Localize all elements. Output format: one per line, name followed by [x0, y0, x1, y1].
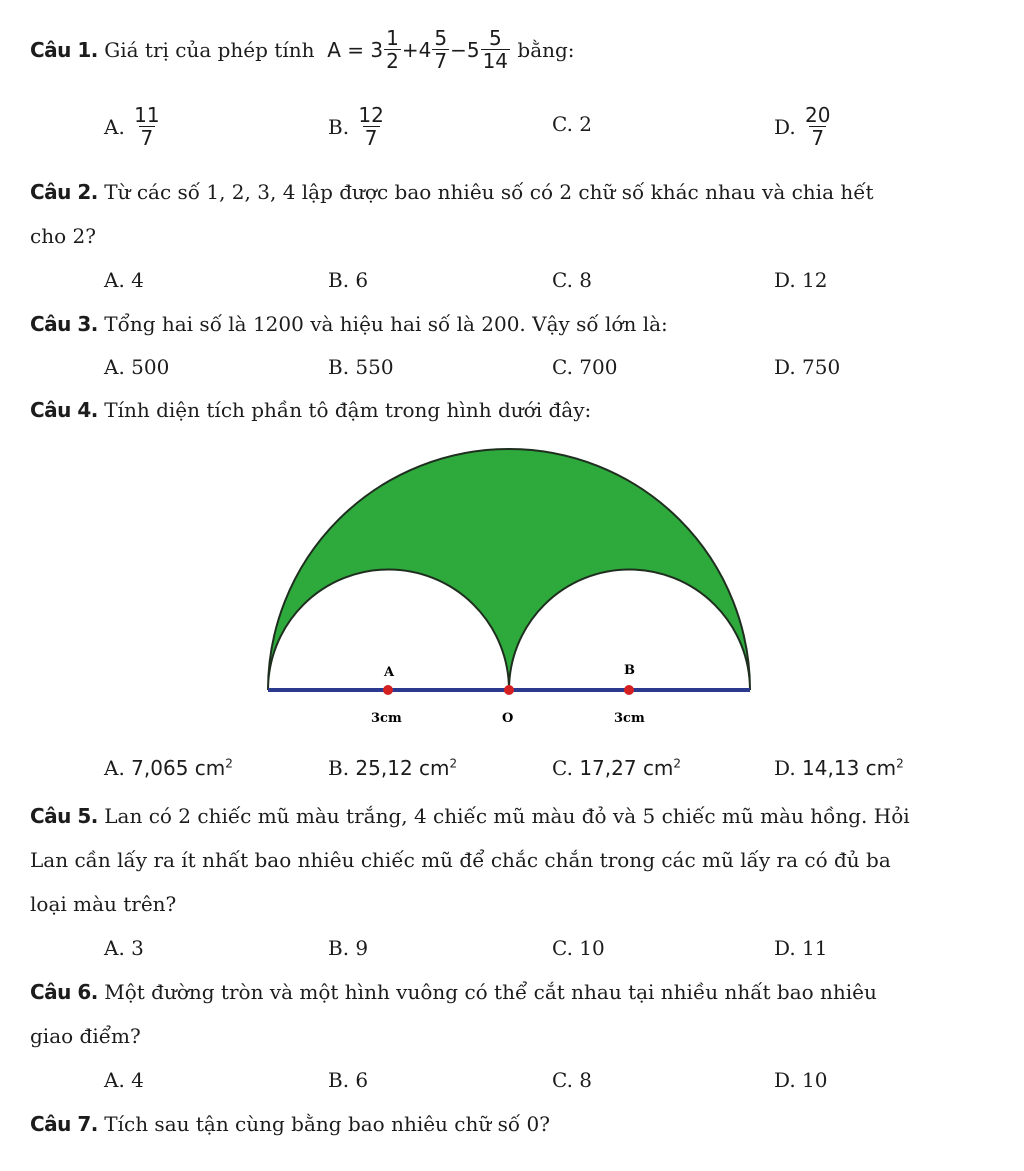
- q4-option-d-exponent: 2: [896, 756, 904, 771]
- question-2-number: Câu 2.: [30, 180, 98, 204]
- question-7-text: Tích sau tận cùng bằng bao nhiêu chữ số 0?: [104, 1112, 550, 1136]
- q4-option-c: [552, 756, 681, 780]
- question-4-number: Câu 4.: [30, 398, 98, 422]
- mixed-2-denominator: 7: [434, 49, 448, 73]
- operator-minus: −: [450, 38, 467, 62]
- q4-option-b-label: B.: [328, 756, 350, 780]
- q1-option-d-numerator: 20: [805, 103, 831, 127]
- mixed-2-whole: 4: [418, 38, 432, 62]
- question-6-number: Câu 6.: [30, 980, 98, 1004]
- q6-option-a: A. 4: [104, 1068, 144, 1092]
- q1-option-b-label: B.: [328, 115, 350, 139]
- q2-option-d: D. 12: [774, 268, 828, 292]
- q4-option-d-value: 14,13: [802, 756, 860, 780]
- q6-option-d: D. 10: [774, 1068, 828, 1092]
- question-4-text: Tính diện tích phần tô đậm trong hình dưới đây:: [104, 398, 592, 422]
- q4-option-c-value: 17,27: [579, 756, 637, 780]
- q5-option-d: D. 11: [774, 936, 828, 960]
- mixed-3-numerator: 5: [488, 26, 502, 50]
- expression-lhs: A =: [327, 38, 365, 62]
- mixed-2-numerator: 5: [434, 26, 448, 50]
- q4-option-d-unit: cm: [865, 756, 897, 780]
- question-6: [30, 980, 877, 1004]
- label-right-length: 3cm: [614, 711, 645, 726]
- q5-option-b: B. 9: [328, 936, 369, 960]
- operator-plus: +: [401, 38, 419, 62]
- point-b: [624, 685, 634, 695]
- q2-option-c: C. 8: [552, 268, 593, 292]
- label-b: B: [624, 663, 635, 678]
- question-1-number: Câu 1.: [30, 38, 98, 62]
- q6-option-c: C. 8: [552, 1068, 593, 1092]
- q1-option-b-denominator: 7: [364, 126, 378, 150]
- q1-option-a-denominator: 7: [140, 126, 154, 150]
- question-2-line-2: cho 2?: [30, 224, 96, 248]
- q4-option-a: [104, 756, 233, 780]
- mixed-1-whole: 3: [370, 38, 384, 62]
- q4-option-a-value: 7,065: [131, 756, 189, 780]
- q3-option-b: B. 550: [328, 355, 394, 379]
- q1-option-d-denominator: 7: [811, 126, 825, 150]
- question-1-text: Giá trị của phép tính: [104, 38, 315, 62]
- q3-option-d: D. 750: [774, 355, 841, 379]
- q4-option-b-value: 25,12: [355, 756, 413, 780]
- question-7-number: Câu 7.: [30, 1112, 98, 1136]
- question-6-line-2: giao điểm?: [30, 1024, 141, 1048]
- point-a: [383, 685, 393, 695]
- q3-option-c: C. 700: [552, 355, 618, 379]
- question-3-number: Câu 3.: [30, 312, 98, 336]
- label-left-length: 3cm: [371, 711, 402, 726]
- question-5-line-1: Lan có 2 chiếc mũ màu trắng, 4 chiếc mũ màu đỏ và 5 chiếc mũ màu hồng. Hỏi: [104, 804, 910, 828]
- shaded-region: [268, 449, 750, 690]
- q1-option-c: C. 2: [552, 112, 593, 136]
- question-5: [30, 804, 910, 828]
- question-1-tail: bằng:: [517, 38, 575, 62]
- question-6-line-1: Một đường tròn và một hình vuông có thể cắt nhau tại nhiều nhất bao nhiêu: [104, 980, 877, 1004]
- q4-option-c-exponent: 2: [673, 756, 682, 771]
- q2-option-a: A. 4: [104, 268, 144, 292]
- mixed-1-denominator: 2: [386, 49, 399, 73]
- q4-option-a-exponent: 2: [225, 756, 233, 771]
- label-o: O: [502, 711, 514, 726]
- q1-option-a-label: A.: [104, 115, 125, 139]
- q4-option-d-label: D.: [774, 756, 796, 780]
- q4-option-a-label: A.: [104, 756, 125, 780]
- q5-option-a: A. 3: [104, 936, 144, 960]
- mixed-3-denominator: 14: [482, 49, 509, 73]
- label-a: A: [384, 665, 395, 680]
- q1-option-a-numerator: 11: [134, 103, 160, 127]
- q4-option-d: [774, 756, 904, 780]
- q1-option-b-numerator: 12: [358, 103, 384, 127]
- q1-option-d-label: D.: [774, 115, 796, 139]
- question-5-number: Câu 5.: [30, 804, 98, 828]
- q4-option-c-label: C.: [552, 756, 573, 780]
- q4-option-b-exponent: 2: [449, 756, 458, 771]
- q6-option-b: B. 6: [328, 1068, 369, 1092]
- question-2-line-1: Từ các số 1, 2, 3, 4 lập được bao nhiêu số có 2 chữ số khác nhau và chia hết: [104, 180, 874, 204]
- q4-option-b-unit: cm: [419, 756, 450, 780]
- question-5-line-2: Lan cần lấy ra ít nhất bao nhiêu chiếc mũ để chắc chắn trong các mũ lấy ra có đủ ba: [30, 848, 891, 872]
- mixed-1-numerator: 1: [386, 26, 399, 50]
- q3-option-a: A. 500: [104, 355, 170, 379]
- q5-option-c: C. 10: [552, 936, 605, 960]
- q2-option-b: B. 6: [328, 268, 369, 292]
- question-7: [30, 1112, 550, 1136]
- q4-option-a-unit: cm: [194, 756, 226, 780]
- question-3-text: Tổng hai số là 1200 và hiệu hai số là 200. Vậy số lớn là:: [104, 312, 668, 336]
- question-5-line-3: loại màu trên?: [30, 892, 177, 916]
- point-o: [504, 685, 514, 695]
- q4-option-c-unit: cm: [642, 756, 674, 780]
- mixed-3-whole: 5: [466, 38, 480, 62]
- q4-option-b: [328, 756, 457, 780]
